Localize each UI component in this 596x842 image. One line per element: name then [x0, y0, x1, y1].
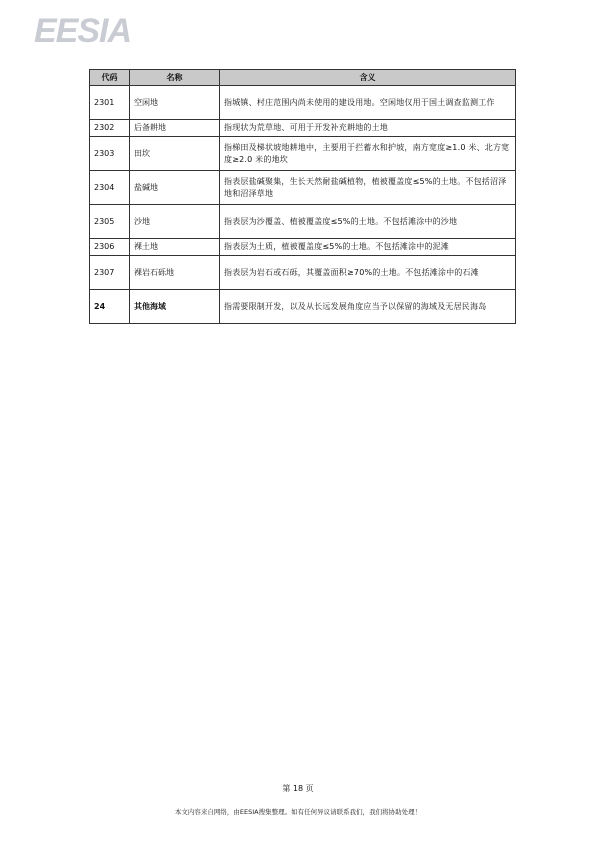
row-code: 2302: [90, 120, 130, 137]
row-name: 其他海域: [130, 290, 220, 324]
row-code: 2307: [90, 256, 130, 290]
row-definition: 指表层盐碱聚集，生长天然耐盐碱植物，植被覆盖度≤5%的土地。不包括沼泽地和沼泽草地: [220, 171, 516, 205]
row-name: 空闲地: [130, 86, 220, 120]
table-row: [90, 171, 516, 205]
footer-note: 本文内容来自网络，由EESIA搜集整理。如有任何异议请联系我们，我们将协助处理！: [174, 808, 422, 816]
page-number: 第 18 页: [282, 784, 314, 793]
land-classification-table: [89, 69, 516, 324]
header-name: 名称: [130, 70, 220, 86]
row-code: 24: [90, 290, 130, 324]
table-row: [90, 239, 516, 256]
row-name: 田坎: [130, 137, 220, 171]
row-definition: 指城镇、村庄范围内尚未使用的建设用地。空闲地仅用于国土调查监测工作: [220, 86, 516, 120]
table-row: [90, 120, 516, 137]
header-code: 代码: [90, 70, 130, 86]
row-name: 盐碱地: [130, 171, 220, 205]
row-code: 2303: [90, 137, 130, 171]
header-definition: 含义: [220, 70, 516, 86]
row-definition: 指需要限制开发，以及从长远发展角度应当予以保留的海域及无居民海岛: [220, 290, 516, 324]
row-definition: 指表层为沙覆盖、植被覆盖度≤5%的土地。不包括滩涂中的沙地: [220, 205, 516, 239]
row-definition: 指表层为土质，植被覆盖度≤5%的土地。不包括滩涂中的泥滩: [220, 239, 516, 256]
eesia-logo-mark: [32, 8, 152, 52]
table-row: [90, 86, 516, 120]
eesia-logo: [32, 8, 152, 52]
row-code: 2301: [90, 86, 130, 120]
row-name: 后备耕地: [130, 120, 220, 137]
table-row: [90, 290, 516, 324]
table-row: [90, 137, 516, 171]
row-code: 2304: [90, 171, 130, 205]
svg-text:EESIA: EESIA: [34, 12, 132, 50]
table-header-row: [90, 70, 516, 86]
row-name: 裸土地: [130, 239, 220, 256]
row-definition: 指表层为岩石或石砾，其覆盖面积≥70%的土地。不包括滩涂中的石滩: [220, 256, 516, 290]
row-name: 沙地: [130, 205, 220, 239]
table-row: [90, 256, 516, 290]
row-code: 2305: [90, 205, 130, 239]
row-definition: 指现状为荒草地、可用于开发补充耕地的土地: [220, 120, 516, 137]
row-definition: 指梯田及梯状坡地耕地中，主要用于拦蓄水和护坡，南方宽度≥1.0 米、北方宽度≥2.0 米的地坎: [220, 137, 516, 171]
table-row: [90, 205, 516, 239]
row-name: 裸岩石砾地: [130, 256, 220, 290]
row-code: 2306: [90, 239, 130, 256]
